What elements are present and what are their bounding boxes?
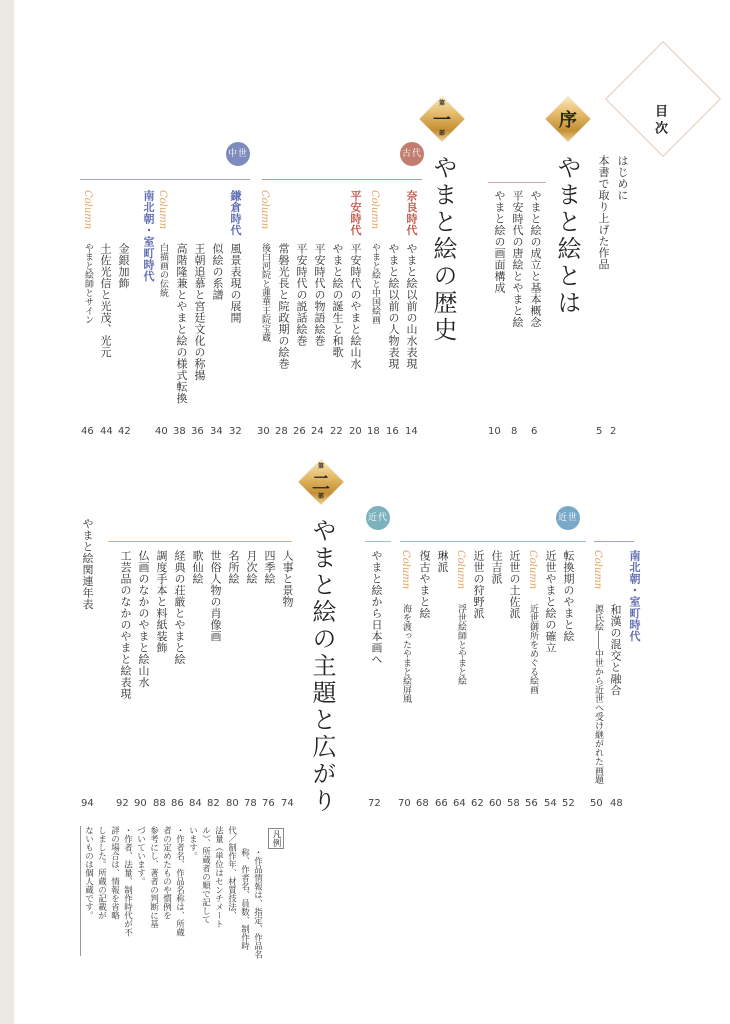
page-number: 22: [330, 426, 343, 437]
part1-mark-suffix: 部: [438, 130, 445, 137]
toc-item-column[interactable]: 白描画の伝統: [158, 243, 168, 297]
legend-line: います。: [187, 826, 198, 860]
legend-line: 法量（単位はセンチメート: [213, 826, 224, 928]
page-spine: [0, 0, 14, 1024]
toc-item-column[interactable]: やまと絵師とサイン: [83, 243, 93, 324]
nanboku-rule: [594, 541, 634, 542]
page-number: 6: [531, 426, 538, 437]
page-number: 36: [191, 426, 204, 437]
toc-item[interactable]: 平安時代の物語絵巻: [313, 243, 326, 347]
toc-item[interactable]: 金銀加飾: [117, 243, 130, 289]
toc-item-column[interactable]: 後白河院と蓮華王院宝蔵: [260, 243, 270, 342]
page-number: 82: [207, 798, 220, 809]
column-tag: Column: [369, 190, 380, 230]
page-number: 80: [226, 798, 239, 809]
prologue-title: やまと絵とは: [553, 155, 581, 317]
legend-line: 代／制作年、材質技法、: [226, 826, 237, 920]
page-number: 46: [81, 426, 94, 437]
page-number: 56: [525, 798, 538, 809]
part1-mark-prefix: 第: [438, 100, 445, 107]
toc-item[interactable]: 調度手本と料紙装飾: [155, 550, 168, 654]
kindai-rule: [365, 541, 391, 542]
part2-rule: [108, 541, 292, 542]
page-number: 64: [453, 798, 466, 809]
column-tag: Column: [259, 190, 270, 230]
toc-item[interactable]: やまと絵の誕生と和歌: [331, 243, 344, 358]
toc-item[interactable]: 近世の狩野派: [472, 550, 485, 619]
legend-title: 凡例: [268, 828, 284, 849]
era-label-nanboku-cont: 南北朝・室町時代: [628, 550, 641, 642]
column-tag: Column: [82, 190, 93, 230]
toc-label: 目次: [652, 104, 667, 138]
toc-item[interactable]: 人事と景物: [281, 550, 294, 608]
legend-line: ・作者名、作品名称は、所蔵: [174, 826, 185, 937]
toc-item[interactable]: 転換期のやまと絵: [562, 550, 575, 642]
prologue-rule: [488, 182, 546, 183]
page-number: 40: [155, 426, 168, 437]
toc-item[interactable]: 高階隆兼とやまと絵の様式転換: [175, 243, 188, 404]
era-badge-kindai: 近代: [366, 506, 390, 530]
legend-line: ・作品情報は、指定、作品名: [252, 848, 263, 959]
prologue-mark: 序: [559, 110, 577, 131]
page-number: 88: [153, 798, 166, 809]
page-number: 58: [507, 798, 520, 809]
era-badge-kodai: 古代: [400, 142, 424, 166]
toc-item[interactable]: やまと絵の成立と基本概念: [529, 190, 542, 328]
toc-item[interactable]: 風景表現の展開: [229, 243, 242, 324]
column-tag: Column: [527, 550, 538, 590]
legend-line: ・作者、法量、制作時代が不: [122, 826, 133, 937]
era-label-kamakura: 鎌倉時代: [229, 190, 242, 236]
toc-item[interactable]: 土佐光信と光茂、光元: [99, 243, 112, 358]
page-number: 28: [275, 426, 288, 437]
toc-item[interactable]: 和漢の混交と融合: [609, 604, 622, 696]
page-number: 54: [544, 798, 557, 809]
part2-title: やまと絵の主題と広がり: [308, 518, 336, 815]
toc-item[interactable]: 住吉派: [490, 550, 503, 585]
page-number: 68: [416, 798, 429, 809]
page-number: 70: [398, 798, 411, 809]
legend-line: づいています。: [135, 826, 146, 886]
toc-item[interactable]: やまと絵以前の人物表現: [387, 243, 400, 370]
page-number: 20: [349, 426, 362, 437]
page-number: 84: [189, 798, 202, 809]
toc-item[interactable]: やまと絵以前の山水表現: [405, 243, 418, 370]
column-tag: Column: [157, 190, 168, 230]
toc-item-nenpyo[interactable]: やまと絵関連年表: [81, 518, 94, 610]
page-number: 18: [367, 426, 380, 437]
page-number: 34: [210, 426, 223, 437]
page-number: 32: [229, 426, 242, 437]
toc-item[interactable]: 平安時代の説話絵巻: [295, 243, 308, 347]
page-number: 24: [311, 426, 324, 437]
era-badge-chusei: 中世: [226, 142, 250, 166]
toc-item-hajimeni[interactable]: はじめに: [616, 155, 629, 201]
era-label-nara: 奈良時代: [405, 190, 418, 236]
toc-item-column[interactable]: 源氏絵――中世から近世へ受け継がれた画題: [593, 604, 603, 784]
page-number: 62: [471, 798, 484, 809]
page-number: 5: [596, 426, 603, 437]
part1-mark-number: 一: [433, 110, 451, 131]
part1-title: やまと絵の歴史: [429, 155, 457, 344]
page-number: 86: [171, 798, 184, 809]
part2-mark-prefix: 第: [317, 463, 324, 470]
toc-item[interactable]: 経典の荘厳とやまと絵: [173, 550, 186, 665]
toc-item[interactable]: 近世やまと絵の確立: [544, 550, 557, 654]
legend-line: 参考にし、著者の判断に基: [148, 826, 159, 928]
toc-item[interactable]: 平安時代の唐絵とやまと絵: [511, 190, 524, 328]
toc-item[interactable]: 近世の土佐派: [508, 550, 521, 619]
page-number: 10: [488, 426, 501, 437]
toc-item[interactable]: 復古やまと絵: [418, 550, 431, 619]
page-number: 52: [562, 798, 575, 809]
legend-line: 者の定めたものや慣例を: [161, 826, 172, 920]
toc-item-column[interactable]: 海を渡ったやまと絵屏風: [401, 604, 411, 703]
toc-item[interactable]: 歌仙絵: [191, 550, 204, 585]
era-label-nanboku: 南北朝・室町時代: [142, 190, 155, 282]
page-number: 76: [262, 798, 275, 809]
toc-item[interactable]: 月次絵: [245, 550, 258, 585]
page-number: 66: [435, 798, 448, 809]
toc-item-works[interactable]: 本書で取り上げた作品: [597, 155, 610, 270]
chusei-rule: [80, 179, 250, 180]
toc-item[interactable]: 平安時代のやまと絵山水: [349, 243, 362, 370]
toc-item[interactable]: 王朝追慕と宮廷文化の称揚: [193, 243, 206, 381]
part2-mark-number: 二: [312, 473, 330, 494]
toc-item-column[interactable]: 近世御所をめぐる絵画: [528, 604, 538, 694]
toc-item[interactable]: 仏画のなかのやまと絵山水: [137, 550, 150, 688]
page-number: 26: [293, 426, 306, 437]
toc-item[interactable]: やまと絵の画面構成: [493, 190, 506, 294]
legend-line: 称、作者名、員数、制作時: [239, 848, 250, 950]
page-number: 8: [511, 426, 518, 437]
column-tag: Column: [455, 550, 466, 590]
page-number: 48: [610, 798, 623, 809]
toc-item[interactable]: 工芸品のなかのやまと絵表現: [119, 550, 132, 700]
toc-item-column[interactable]: 浮世絵師とやまと絵: [456, 604, 466, 685]
toc-item[interactable]: 世俗人物の肖像画: [209, 550, 222, 642]
page-number: 78: [244, 798, 257, 809]
part2-mark-suffix: 部: [317, 493, 324, 500]
page-number: 94: [81, 798, 94, 809]
toc-item[interactable]: 名所絵: [227, 550, 240, 585]
page-number: 38: [173, 426, 186, 437]
page-number: 14: [405, 426, 418, 437]
legend-line: ないものは個人蔵です。: [83, 826, 94, 920]
page-number: 2: [610, 426, 617, 437]
page-number: 74: [281, 798, 294, 809]
page-number: 30: [257, 426, 270, 437]
page-number: 72: [368, 798, 381, 809]
legend-line: しました。所蔵の記載が: [96, 826, 107, 920]
era-label-heian: 平安時代: [349, 190, 362, 236]
legend-line: ル）、所蔵者の順で記して: [200, 826, 211, 924]
column-tag: Column: [592, 550, 603, 590]
kinsei-rule: [400, 541, 586, 542]
column-tag: Column: [400, 550, 411, 590]
toc-item[interactable]: 四季絵: [263, 550, 276, 585]
era-badge-kinsei: 近世: [556, 506, 580, 530]
page-number: 50: [590, 798, 603, 809]
toc-item-column[interactable]: やまと絵と中国絵画: [370, 243, 380, 324]
kodai-rule: [262, 179, 422, 180]
page-number: 60: [489, 798, 502, 809]
page-number: 42: [118, 426, 131, 437]
toc-item[interactable]: 琳派: [436, 550, 449, 573]
legend-line: 詳の場合は、情報を省略: [109, 826, 120, 920]
toc-diamond-frame: [605, 41, 721, 157]
page-number: 92: [116, 798, 129, 809]
toc-item[interactable]: 常磐光長と院政期の絵巻: [277, 243, 290, 370]
toc-item[interactable]: 似絵の系譜: [211, 243, 224, 301]
page-number: 16: [386, 426, 399, 437]
page-number: 44: [100, 426, 113, 437]
page-number: 90: [134, 798, 147, 809]
toc-item[interactable]: やまと絵から日本画へ: [370, 550, 383, 665]
